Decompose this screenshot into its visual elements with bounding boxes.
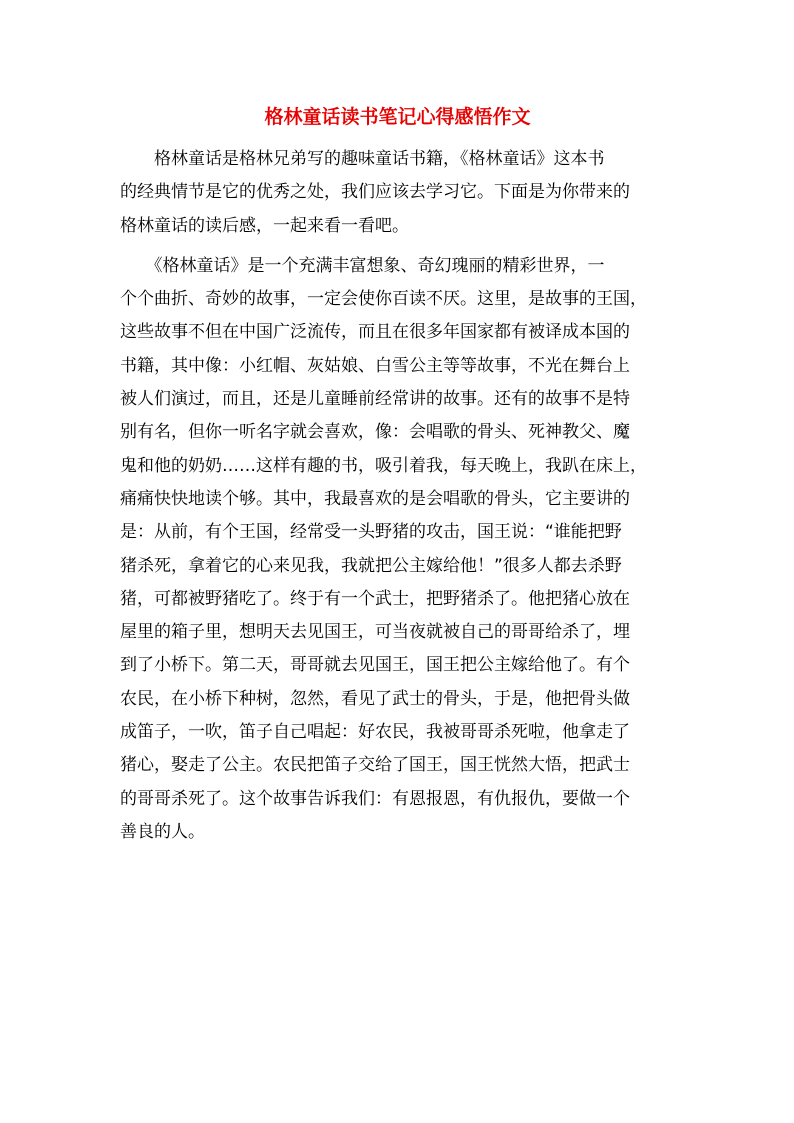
text-line: 《格林童话》是一个充满丰富想象、奇幻瑰丽的精彩世界，一 [120, 255, 605, 276]
text-line: 的经典情节是它的优秀之处，我们应该去学习它。下面是为你带来的 [120, 182, 630, 203]
paragraph-intro [120, 143, 680, 243]
text-line: 成笛子，一吹，笛子自己唱起：好农民，我被哥哥杀死啦，他拿走了 [120, 722, 630, 743]
text-line: 屋里的箱子里，想明天去见国王，可当夜就被自己的哥哥给杀了，埋 [120, 622, 630, 643]
paragraph-main [120, 250, 680, 849]
text-line: 格林童话是格林兄弟写的趣味童话书籍，《格林童话》这本书 [120, 149, 605, 169]
text-line: 猪，可都被野猪吃了。终于有一个武士，把野猪杀了。他把猪心放在 [120, 588, 630, 609]
text-line: 是：从前，有个王国，经常受一头野猪的攻击，国王说：“谁能把野 [120, 522, 622, 543]
document-body [120, 143, 680, 849]
text-line: 鬼和他的奶奶……这样有趣的书，吸引着我，每天晚上，我趴在床上， [120, 455, 647, 476]
text-line: 痛痛快快地读个够。其中，我最喜欢的是会唱歌的骨头，它主要讲的 [120, 488, 630, 509]
text-line: 这些故事不但在中国广泛流传，而且在很多年国家都有被译成本国的 [120, 322, 630, 343]
text-line: 格林童话的读后感，一起来看一看吧。 [120, 215, 409, 236]
text-line: 的哥哥杀死了。这个故事告诉我们：有恩报恩，有仇报仇，要做一个 [120, 788, 630, 809]
text-line: 农民，在小桥下种树，忽然，看见了武士的骨头，于是，他把骨头做 [120, 688, 630, 709]
text-line: 猪心，娶走了公主。农民把笛子交给了国王，国王恍然大悟，把武士 [120, 755, 630, 776]
document-title: 格林童话读书笔记心得感悟作文 [264, 106, 531, 128]
text-line: 个个曲折、奇妙的故事，一定会使你百读不厌。这里，是故事的王国， [120, 289, 647, 310]
text-line: 书籍，其中像：小红帽、灰姑娘、白雪公主等等故事，不光在舞台上 [120, 355, 630, 376]
text-line: 被人们演过，而且，还是儿童睡前经常讲的故事。还有的故事不是特 [120, 389, 630, 410]
text-line: 猪杀死，拿着它的心来见我，我就把公主嫁给他！”很多人都去杀野 [120, 555, 622, 576]
text-line: 善良的人。 [120, 821, 205, 842]
paragraph-gap [120, 243, 680, 250]
text-line: 到了小桥下。第二天，哥哥就去见国王，国王把公主嫁给他了。有个 [120, 655, 630, 676]
text-line: 别有名，但你一听名字就会喜欢，像：会唱歌的骨头、死神教父、魔 [120, 422, 630, 443]
